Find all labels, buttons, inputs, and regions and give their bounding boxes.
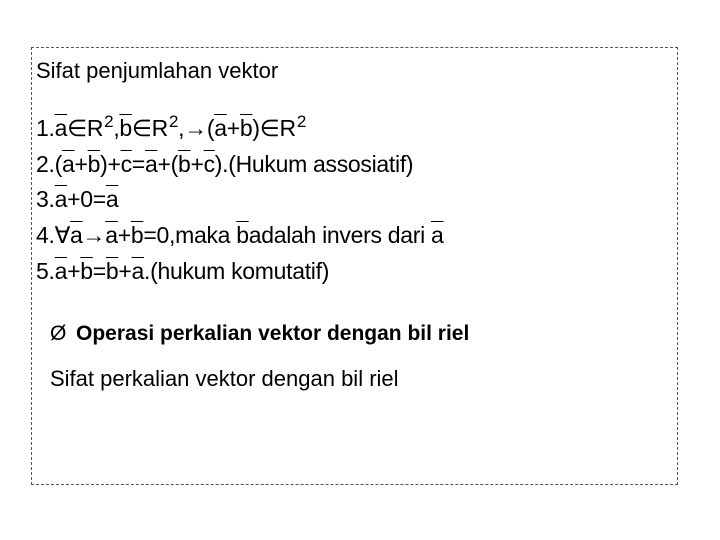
subheading: Sifat perkalian vektor dengan bil riel	[50, 366, 399, 391]
vector-b: $\overline{b}$	[119, 115, 132, 141]
real-space-symbol: R	[279, 115, 296, 141]
plus-sign: +	[117, 222, 131, 248]
vector-b: $\overline{b}$	[177, 151, 191, 177]
vector-a: $\overline{a}$	[70, 222, 83, 248]
arrow-bullet-icon: Ø	[50, 322, 67, 345]
plus-sign: +	[67, 258, 81, 284]
line-number: 5.	[36, 258, 55, 284]
vector-b: $\overline{b}$	[130, 222, 144, 248]
property-line-2	[36, 151, 413, 178]
real-space-symbol: R	[151, 115, 168, 141]
property-line-3	[36, 186, 118, 213]
vector-a: $\overline{a}$	[214, 115, 227, 141]
vector-a: $\overline{a}$	[131, 258, 145, 284]
vector-b: $\overline{b}$	[87, 151, 101, 177]
vector-b: $\overline{b}$	[236, 222, 249, 248]
expression-text: adalah invers dari	[248, 222, 431, 248]
property-line-1	[36, 112, 306, 142]
bullet-item	[50, 322, 469, 346]
implies-arrow: →	[184, 115, 207, 141]
expression-text: +(	[157, 151, 178, 177]
plus-sign: +	[226, 115, 240, 141]
bullet-text: Operasi perkalian vektor dengan bil riel	[76, 322, 470, 345]
vector-a: $\overline{a}$	[430, 222, 444, 248]
expression-text: +0=	[67, 186, 106, 212]
vector-b: $\overline{b}$	[239, 115, 253, 141]
expression-text: =0,maka	[143, 222, 237, 248]
vector-b: $\overline{b}$	[80, 258, 93, 284]
element-of-symbol: ∈	[131, 115, 152, 141]
equals-sign: =	[131, 151, 145, 177]
comma: ,	[113, 115, 120, 141]
close-paren: )	[252, 115, 260, 141]
vector-a: $\overline{a}$	[54, 186, 68, 212]
line-number: 1.	[36, 115, 55, 141]
expression-text: )+	[100, 151, 121, 177]
exponent: 2	[296, 112, 306, 131]
plus-sign: +	[190, 151, 204, 177]
vector-c: $\overline{c}$	[203, 151, 215, 177]
element-of-symbol: ∈	[259, 115, 280, 141]
law-label: .(hukum komutatif)	[144, 258, 330, 284]
equals-sign: =	[92, 258, 106, 284]
vector-a: $\overline{a}$	[144, 151, 158, 177]
law-label: ).(Hukum assosiatif)	[214, 151, 414, 177]
vector-a: $\overline{a}$	[54, 115, 68, 141]
forall-symbol: ∀	[54, 222, 71, 248]
exponent: 2	[104, 112, 114, 131]
vector-c: $\overline{c}$	[120, 151, 132, 177]
plus-sign: +	[74, 151, 88, 177]
vector-a: $\overline{a}$	[105, 222, 118, 248]
implies-arrow: →	[82, 222, 106, 248]
element-of-symbol: ∈	[67, 115, 87, 141]
vector-a: $\overline{a}$	[54, 258, 68, 284]
vector-b: $\overline{b}$	[105, 258, 119, 284]
plus-sign: +	[118, 258, 132, 284]
exponent: 2	[168, 112, 179, 131]
section-heading: Sifat penjumlahan vektor	[36, 58, 279, 83]
vector-a: $\overline{a}$	[61, 151, 75, 177]
property-line-5	[36, 258, 329, 285]
line-number: 4.	[36, 222, 55, 248]
property-line-4	[36, 222, 443, 249]
comma: ,	[178, 115, 185, 141]
real-space-symbol: R	[86, 115, 104, 141]
line-number: 2.(	[36, 151, 62, 177]
line-number: 3.	[36, 186, 55, 212]
open-paren: (	[206, 115, 215, 141]
vector-a: $\overline{a}$	[105, 186, 119, 212]
